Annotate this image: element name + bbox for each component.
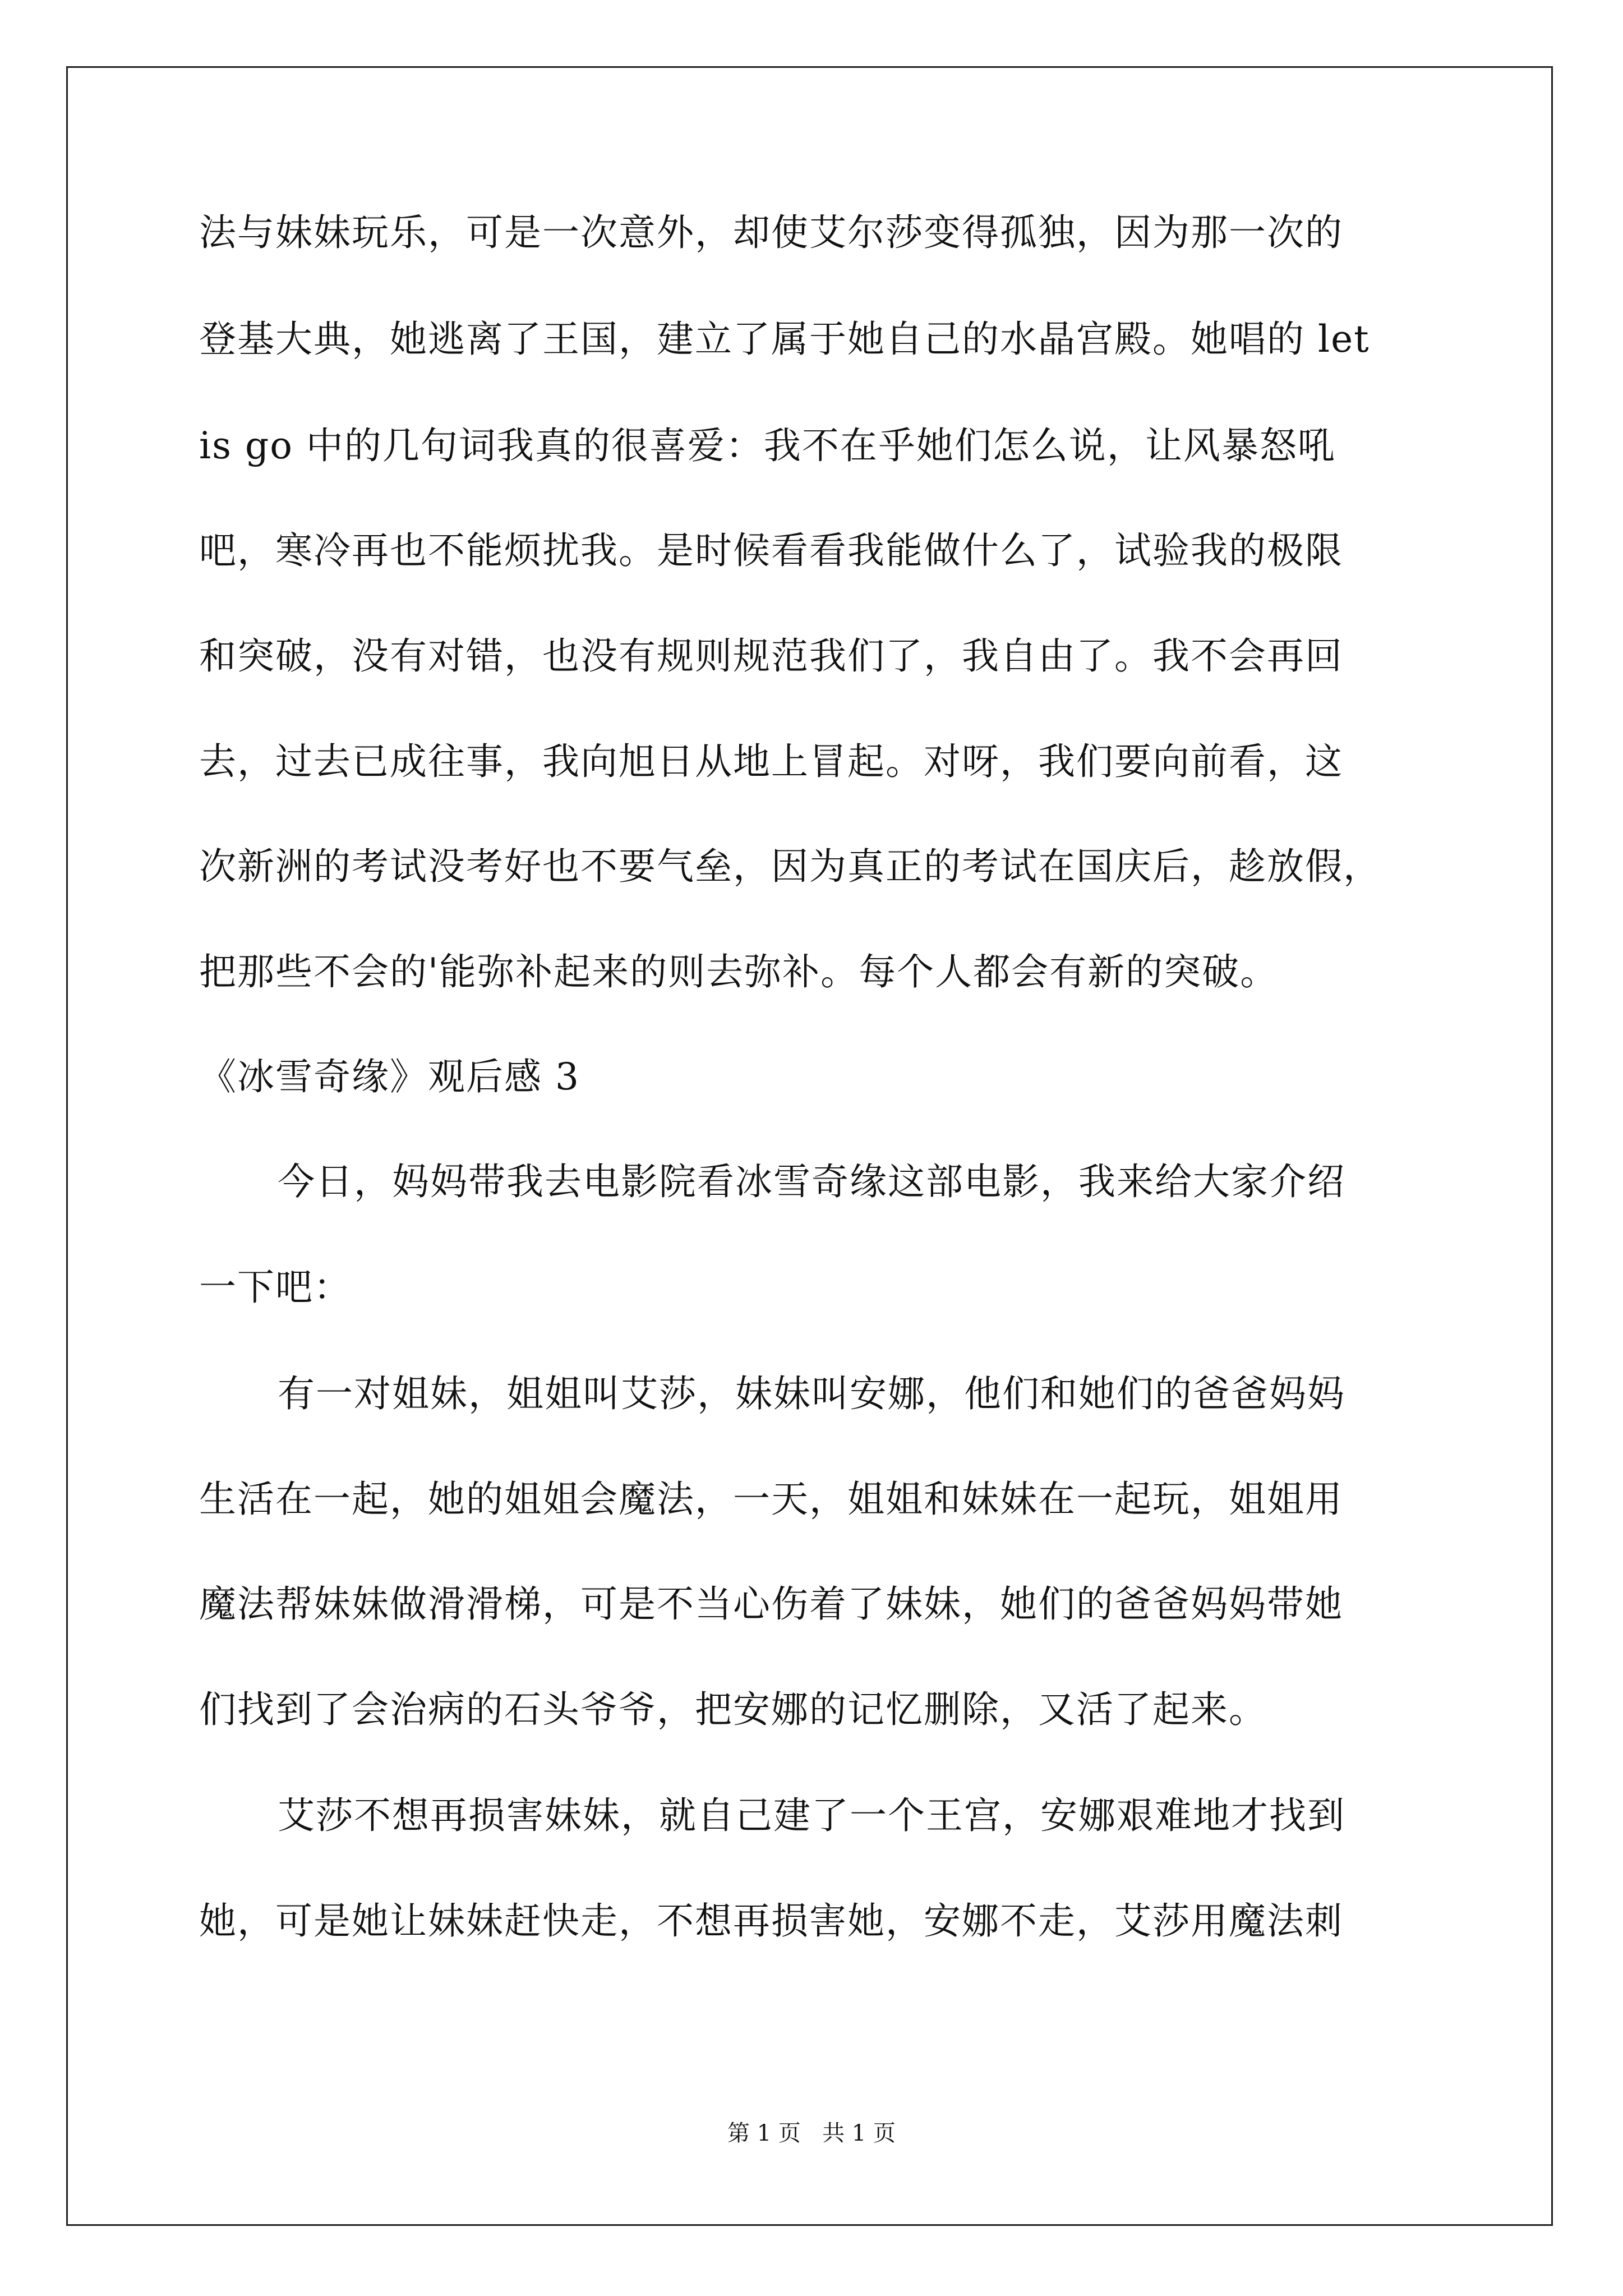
text-line: is go 中的几句词我真的很喜爱：我不在乎她们怎么说，让风暴怒吼 — [199, 424, 1336, 467]
text-line: 登基大典，她逃离了王国，建立了属于她自己的水晶宫殿。她唱的 let — [199, 318, 1370, 361]
text-line: 她，可是她让妹妹赶快走，不想再损害她，安娜不走，艾莎用魔法刺 — [199, 1899, 1343, 1943]
text-line: 生活在一起，她的姐姐会魔法，一天，姐姐和妹妹在一起玩，姐姐用 — [199, 1478, 1343, 1521]
text-line: 有一对姐妹，姐姐叫艾莎，妹妹叫安娜，他们和她们的爸爸妈妈 — [278, 1372, 1345, 1415]
text-line: 们找到了会治病的石头爷爷，把安娜的记忆删除，又活了起来。 — [199, 1688, 1267, 1731]
text-line: 法与妹妹玩乐，可是一次意外，却使艾尔莎变得孤独，因为那一次的 — [199, 211, 1343, 254]
text-line: 今日，妈妈带我去电影院看冰雪奇缘这部电影，我来给大家介绍 — [278, 1160, 1345, 1203]
text-line: 艾莎不想再损害妹妹，就自己建了一个王宫，安娜艰难地才找到 — [278, 1794, 1345, 1837]
page-number-footer: 第 1 页 共 1 页 — [727, 2120, 896, 2146]
text-line: 次新洲的考试没考好也不要气垒，因为真正的考试在国庆后，趁放假， — [199, 845, 1381, 888]
text-line: 一下吧： — [199, 1266, 352, 1309]
text-line: 和突破，没有对错，也没有规则规范我们了，我自由了。我不会再回 — [199, 634, 1343, 678]
text-line: 魔法帮妹妹做滑滑梯，可是不当心伤着了妹妹，她们的爸爸妈妈带她 — [199, 1582, 1343, 1626]
text-line: 把那些不会的'能弥补起来的则去弥补。每个人都会有新的突破。 — [199, 950, 1279, 993]
text-line: 吧，寒冷再也不能烦扰我。是时候看看我能做什么了，试验我的极限 — [199, 529, 1343, 572]
text-line: 去，过去已成往事，我向旭日从地上冒起。对呀，我们要向前看，这 — [199, 740, 1343, 783]
section-heading: 《冰雪奇缘》观后感 3 — [199, 1055, 580, 1098]
